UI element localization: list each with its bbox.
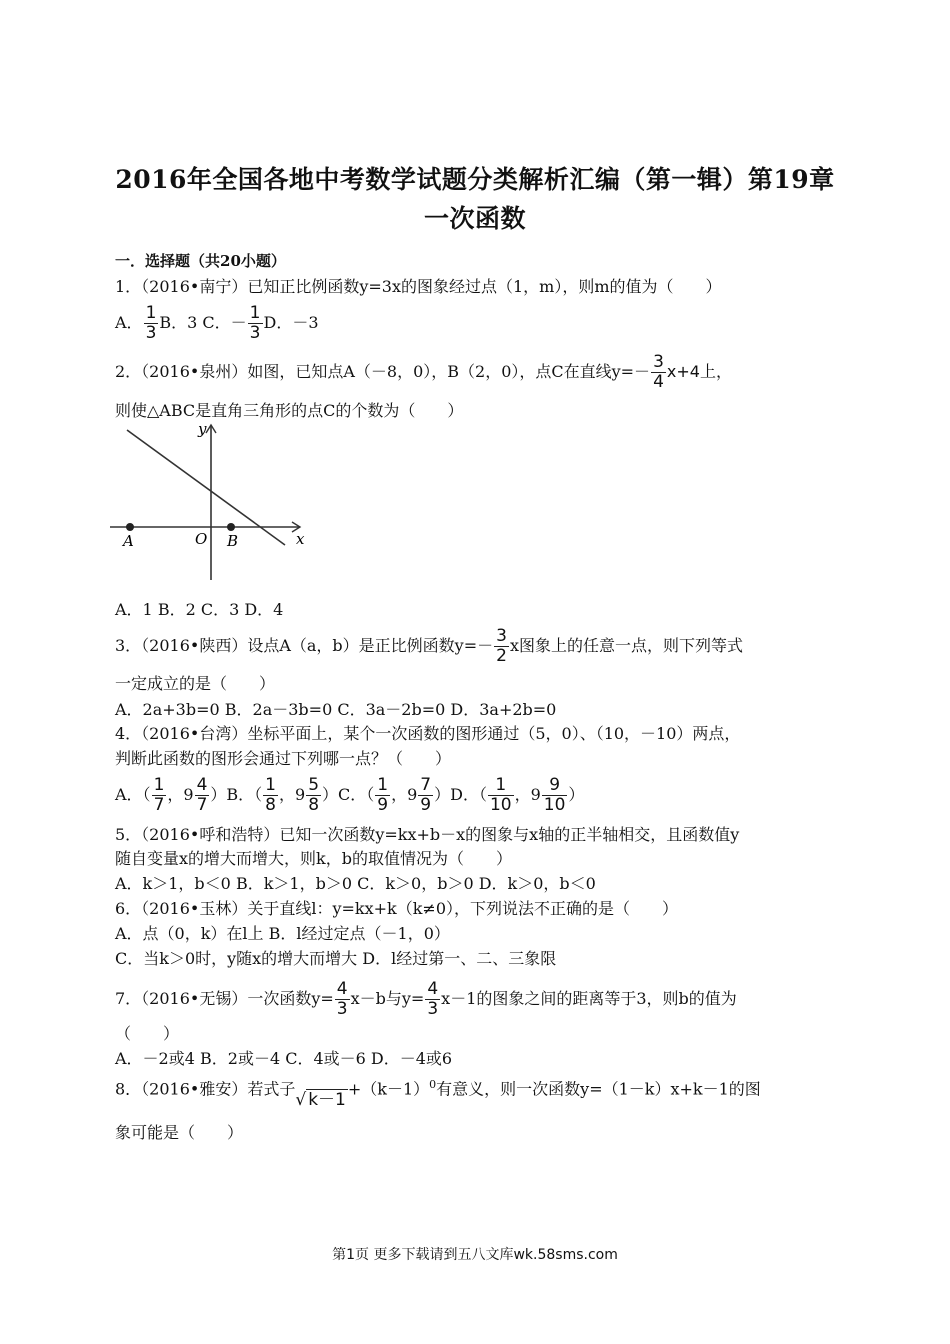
denominator: 8	[308, 795, 320, 815]
stem-text: 3．（2016•陕西）设点A（a，b）是正比例函数y=－	[115, 636, 494, 655]
separator: ，9	[167, 785, 194, 804]
option-c-label: ）C．（	[322, 785, 375, 804]
question-8-stem	[115, 1074, 761, 1110]
question-7-line2: （ ）	[115, 1024, 180, 1043]
question-1-stem: 1．（2016•南宁）已知正比例函数y=3x的图象经过点（1，m），则m的值为（ ）	[115, 277, 722, 296]
question-4-options	[115, 776, 584, 815]
fraction	[306, 776, 321, 815]
question-6-options-cd: C．当k＞0时，y随x的增大而增大 D．l经过第一、二、三象限	[115, 949, 557, 968]
numerator: 1	[488, 776, 514, 796]
denominator: 4	[653, 372, 664, 392]
document-title-line1: 2016年全国各地中考数学试题分类解析汇编（第一辑）第19章	[115, 165, 835, 194]
question-7-stem	[115, 980, 737, 1019]
denominator: 10	[489, 795, 512, 815]
numerator: 1	[377, 775, 389, 795]
question-3-line2: 一定成立的是（ ）	[115, 674, 276, 693]
exponent: 0	[429, 1078, 437, 1091]
stem-tail: 有意义，则一次函数y=（1－k）x+k－1的图	[436, 1079, 761, 1099]
option-a-label: A．（	[115, 785, 151, 804]
numerator: 1	[249, 303, 261, 323]
numerator: 1	[145, 303, 157, 323]
numerator: 7	[420, 775, 432, 795]
denominator: 9	[420, 795, 432, 815]
fraction	[488, 776, 514, 815]
option-b-label: ）B．（	[210, 785, 263, 804]
denominator: 9	[377, 795, 389, 815]
point-b-label: B	[227, 532, 239, 550]
numerator: 4	[336, 979, 348, 999]
numerator: 9	[542, 776, 568, 796]
question-5-line2: 随自变量x的增大而增大，则k，b的取值情况为（ ）	[115, 849, 512, 868]
denominator: 3	[336, 999, 348, 1019]
numerator: 3	[653, 352, 664, 372]
stem-text: 2．（2016•泉州）如图，已知点A（－8，0），B（2，0），点C在直线y=－	[115, 362, 651, 381]
option-d-label: ）D．（	[434, 785, 487, 804]
fraction	[494, 627, 509, 666]
page-footer: 第1页 更多下载请到五八文库wk.58sms.com	[332, 1247, 618, 1263]
denominator: 7	[153, 795, 165, 815]
separator: ，9	[391, 785, 418, 804]
question-7-options: A．－2或4 B．2或－4 C．4或－6 D．－4或6	[115, 1049, 453, 1068]
numerator: 3	[496, 626, 507, 646]
denominator: 3	[249, 323, 261, 343]
point-a-label: A	[123, 532, 134, 550]
question-3-stem	[115, 627, 743, 666]
numerator: 4	[196, 775, 208, 795]
denominator: 2	[496, 646, 507, 666]
numerator: 1	[153, 775, 165, 795]
denominator: 10	[543, 795, 566, 815]
option-d-label: D．－3	[263, 313, 319, 332]
fraction	[542, 776, 568, 815]
fraction	[335, 980, 350, 1019]
fraction	[375, 776, 390, 815]
stem-text: 7．（2016•无锡）一次函数y=	[115, 989, 334, 1008]
question-2-graph	[110, 420, 310, 585]
point-a	[126, 523, 134, 531]
numerator: 4	[427, 979, 439, 999]
question-3-options: A．2a+3b=0 B．2a－3b=0 C．3a－2b=0 D．3a+2b=0	[115, 700, 557, 719]
options-bc-label: B．3 C．－	[159, 313, 247, 332]
fraction	[144, 304, 159, 343]
fraction	[425, 980, 440, 1019]
close-paren: ）	[568, 785, 585, 804]
question-8-line2: 象可能是（ ）	[115, 1123, 244, 1142]
expression: x+4	[666, 362, 700, 381]
denominator: 3	[145, 323, 157, 343]
question-1-options	[115, 304, 319, 343]
fraction	[651, 353, 666, 392]
document-title-line2: 一次函数	[423, 204, 526, 233]
question-5-line1: 5．（2016•呼和浩特）已知一次函数y=kx+b－x的图象与x轴的正半轴相交，且函数值y	[115, 825, 740, 844]
y-label: y	[198, 420, 207, 438]
numerator: 1	[265, 775, 276, 795]
square-root: √ k－1	[295, 1089, 346, 1110]
x-label: x	[296, 530, 305, 548]
question-4-line2: 判断此函数的图形会通过下列哪一点？（ ）	[115, 749, 452, 768]
question-6-options-ab: A．点（0，k）在l上 B．l经过定点（－1，0）	[115, 924, 450, 943]
fraction	[195, 776, 210, 815]
denominator: 8	[265, 795, 276, 815]
section-heading: 一．选择题（共20小题）	[115, 252, 286, 270]
stem-tail: x－1的图象之间的距离等于3，则b的值为	[441, 989, 737, 1008]
fraction	[248, 304, 263, 343]
fraction	[418, 776, 433, 815]
option-a-label: A．	[115, 313, 143, 332]
question-6-stem: 6．（2016•玉林）关于直线l：y=kx+k（k≠0），下列说法不正确的是（ ）	[115, 899, 679, 918]
question-4-line1: 4．（2016•台湾）坐标平面上，某个一次函数的图形通过（5，0）、（10，－10）两点，	[115, 724, 741, 743]
stem-middle: x－b与y=	[350, 989, 425, 1008]
question-2-options: A．1 B．2 C．3 D．4	[115, 600, 284, 619]
separator: ，9	[514, 785, 541, 804]
fraction	[152, 776, 167, 815]
question-2-stem	[115, 353, 732, 392]
stem-tail: x图象上的任意一点，则下列等式	[509, 636, 743, 655]
radicand: k－1	[308, 1089, 346, 1110]
separator: ，9	[279, 785, 306, 804]
origin-label: O	[195, 530, 208, 548]
point-b	[227, 523, 235, 531]
fraction	[263, 776, 278, 815]
stem-tail: 上，	[699, 362, 732, 381]
denominator: 3	[427, 999, 439, 1019]
question-2-line2: 则使△ABC是直角三角形的点C的个数为（ ）	[115, 401, 464, 420]
numerator: 5	[308, 775, 320, 795]
denominator: 7	[196, 795, 208, 815]
stem-middle: +（k－1）	[347, 1079, 430, 1099]
stem-text: 8．（2016•雅安）若式子	[115, 1079, 296, 1099]
question-5-options: A．k＞1，b＜0 B．k＞1，b＞0 C．k＞0，b＞0 D．k＞0，b＜0	[115, 874, 596, 893]
